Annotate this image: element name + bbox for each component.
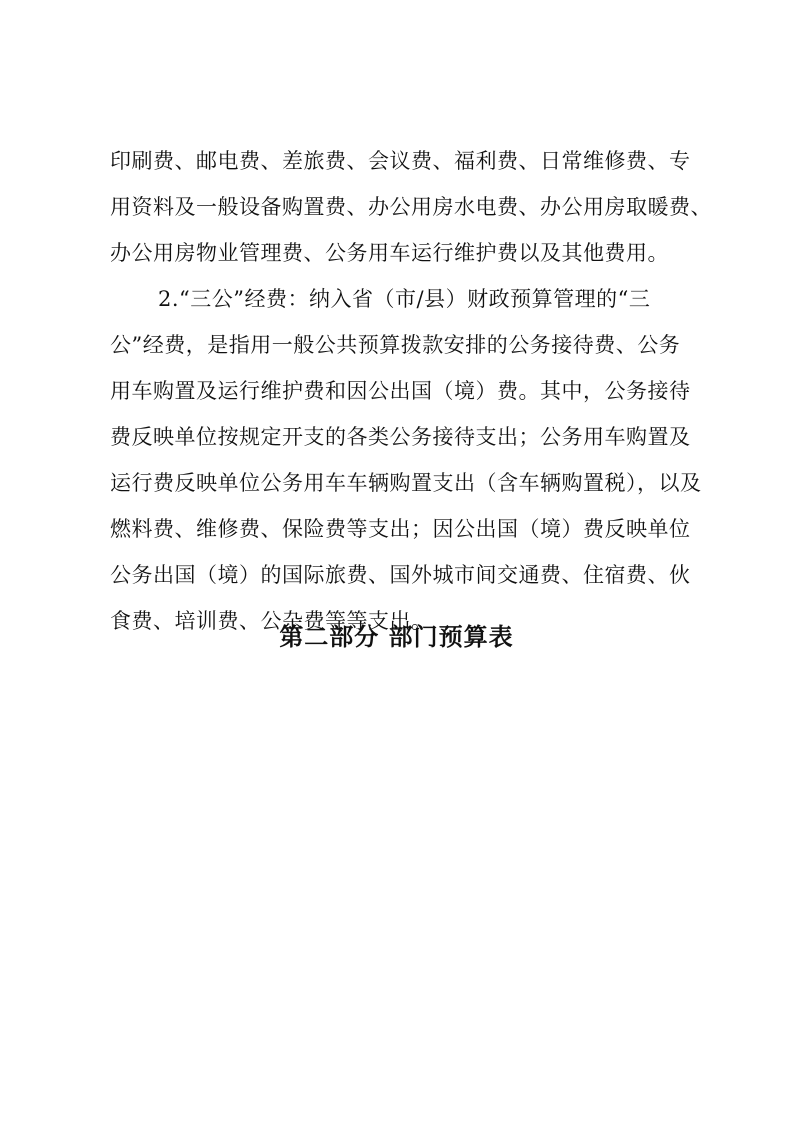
paragraph-2-line-6: 燃料费、维修费、保险费等支出；因公出国（境）费反映单位 [110, 517, 691, 541]
paragraph-2-line-1: 2.“三公”经费：纳入省（市/县）财政预算管理的“三 [158, 287, 651, 311]
paragraph-2-line-2: 公”经费，是指用一般公共预算拨款安排的公务接待费、公务 [110, 333, 681, 357]
paragraph-1-line-2: 用资料及一般设备购置费、办公用房水电费、办公用房取暖费、 [110, 195, 712, 219]
paragraph-2-line-3: 用车购置及运行维护费和因公出国（境）费。其中，公务接待 [110, 379, 691, 403]
paragraph-2-line-7: 公务出国（境）的国际旅费、国外城市间交通费、住宿费、伙 [110, 563, 691, 587]
paragraph-2-line-4: 费反映单位按规定开支的各类公务接待支出；公务用车购置及 [110, 425, 691, 449]
paragraph-2-line-5: 运行费反映单位公务用车车辆购置支出（含车辆购置税），以及 [110, 471, 702, 495]
paragraph-1-line-3: 办公用房物业管理费、公务用车运行维护费以及其他费用。 [110, 241, 669, 265]
section-heading: 第二部分 部门预算表 [279, 623, 514, 651]
paragraph-2-line-8: 食费、培训费、公杂费等等支出。 [110, 609, 433, 633]
paragraph-1-line-1: 印刷费、邮电费、差旅费、会议费、福利费、日常维修费、专 [110, 149, 691, 173]
